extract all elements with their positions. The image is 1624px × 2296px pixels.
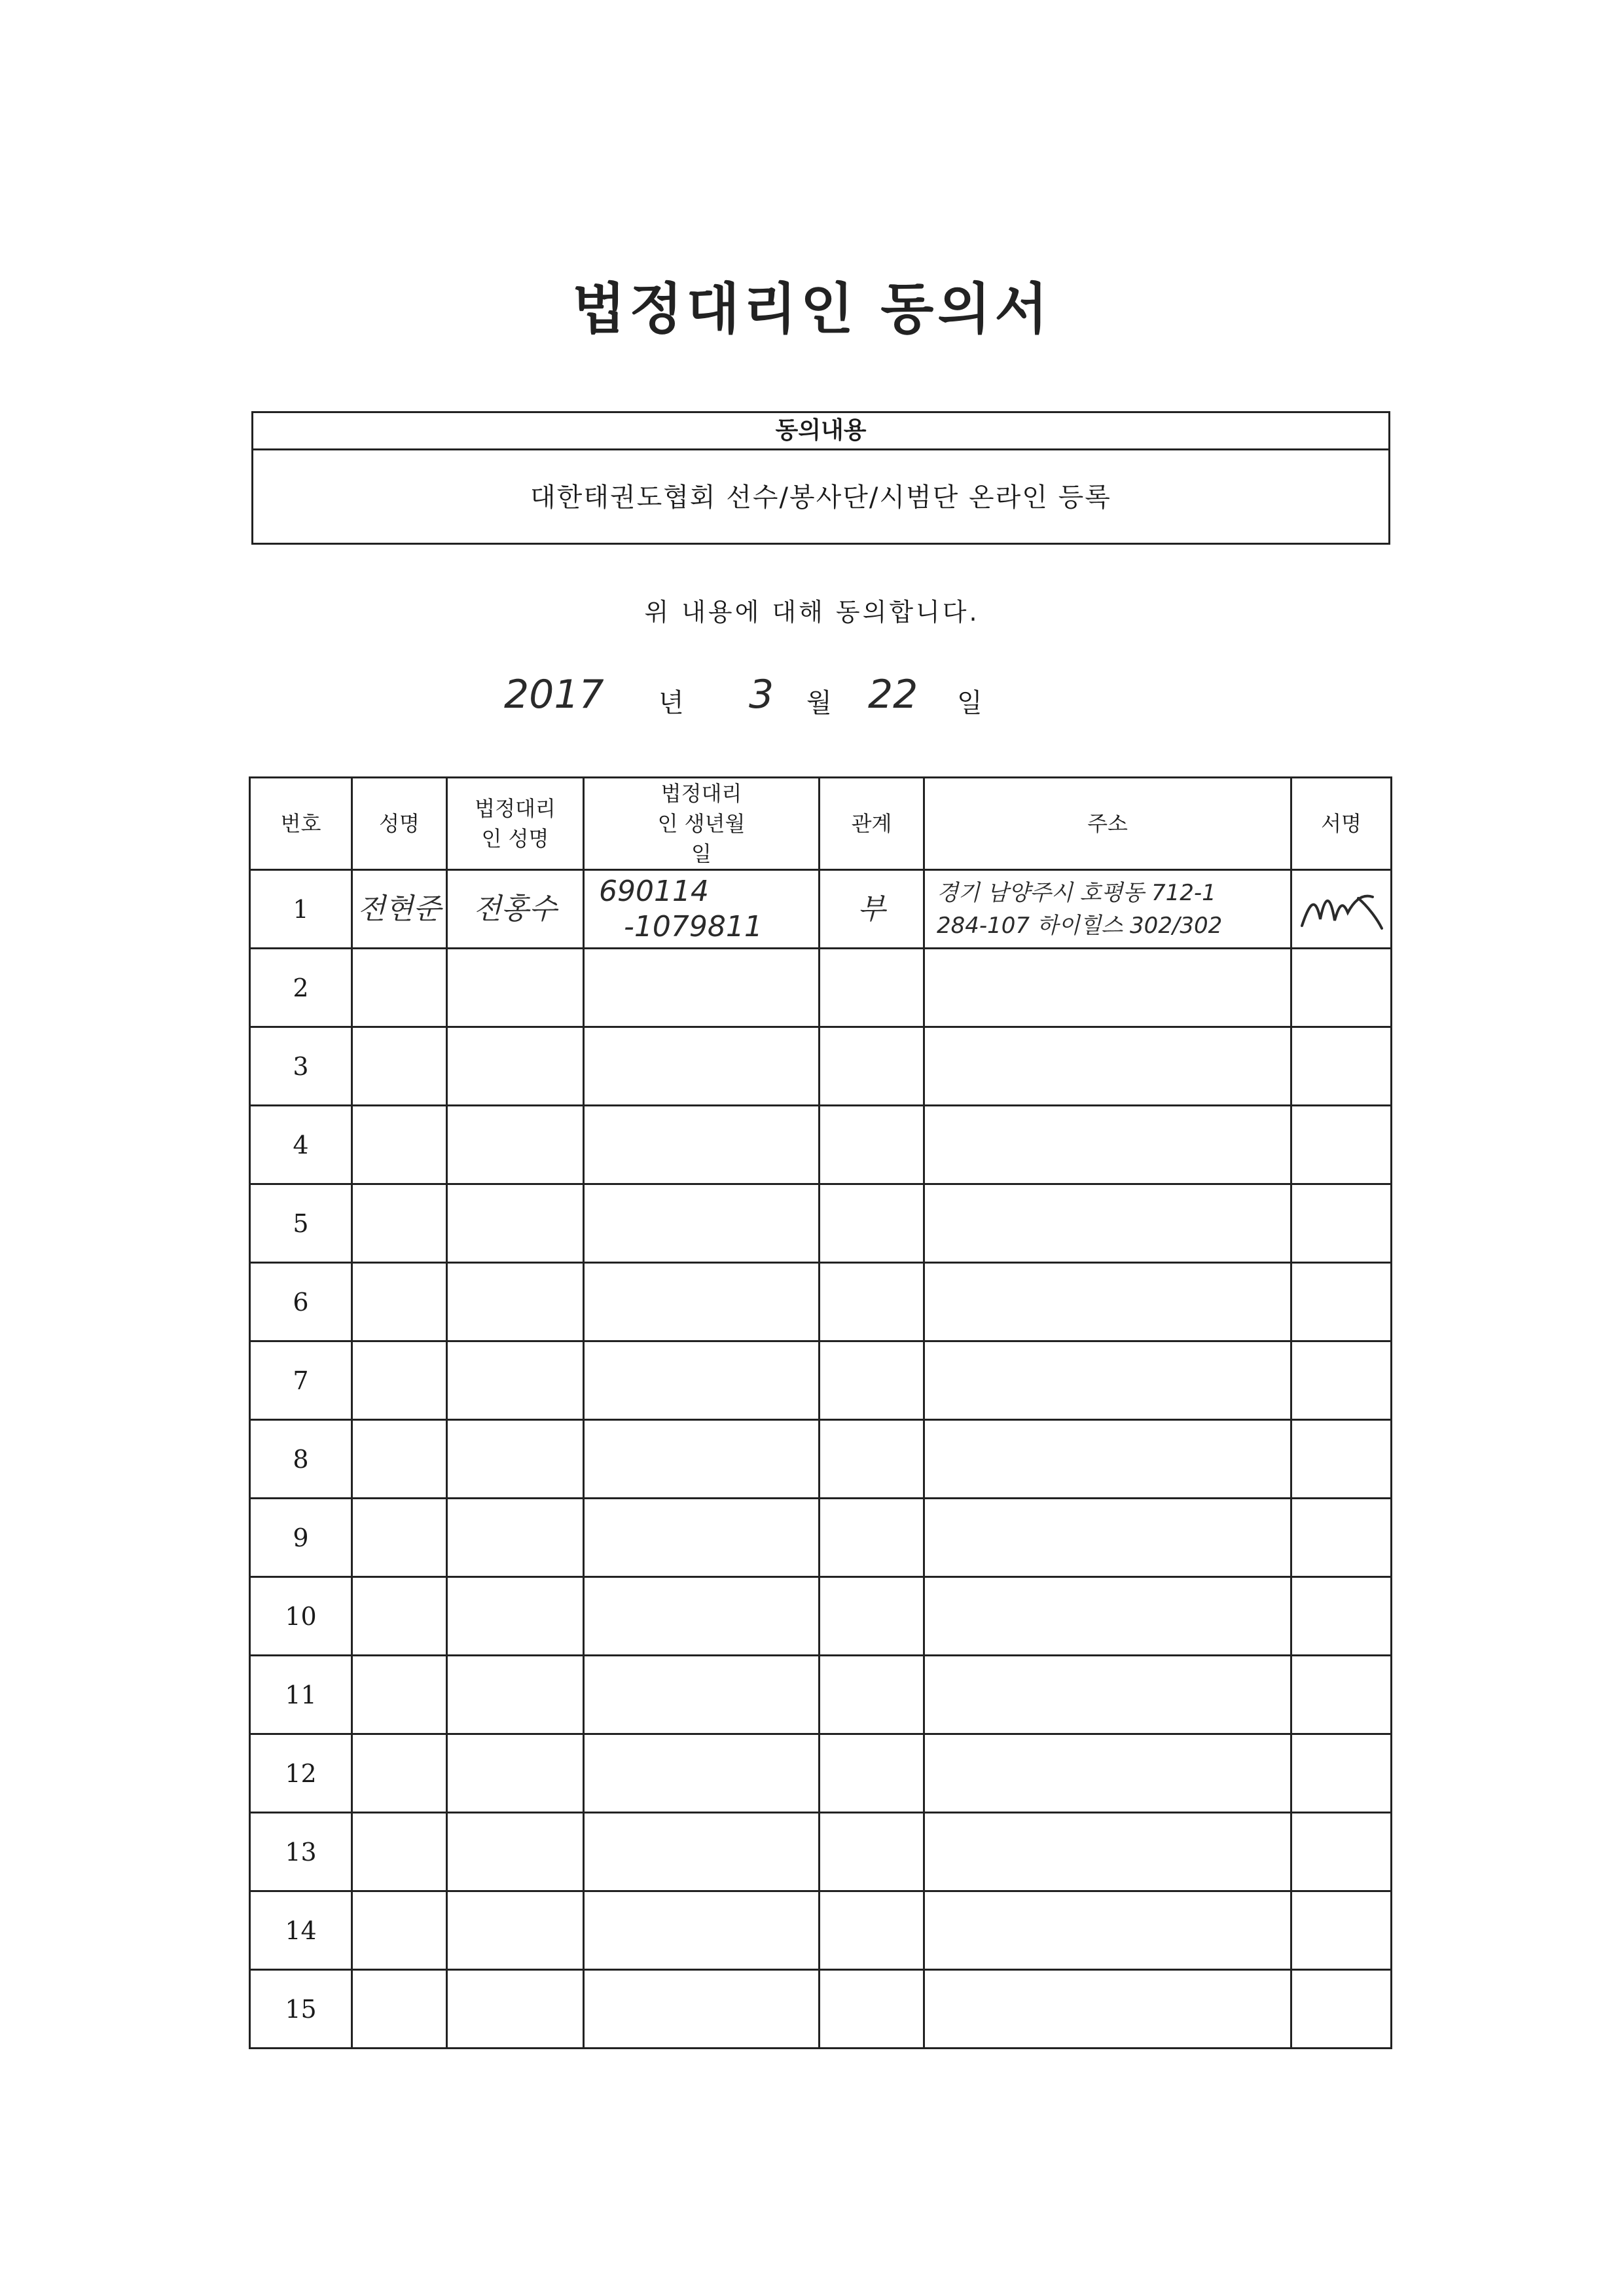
empty-cell (352, 1263, 447, 1341)
row-number: 8 (250, 1420, 352, 1499)
row-relation (820, 870, 924, 949)
row-relation-text: 부 (857, 892, 886, 926)
empty-cell (820, 949, 924, 1027)
row-address-line1: 경기 남양주시 호평동 712-1 (937, 879, 1216, 906)
empty-cell (820, 1577, 924, 1656)
row-guardian-name (447, 870, 584, 949)
empty-cell (820, 1263, 924, 1341)
row-number: 6 (250, 1263, 352, 1341)
row-number: 9 (250, 1499, 352, 1577)
empty-cell (584, 1106, 820, 1184)
header-guardian-birth-text: 법정대리인 생년월일 (657, 781, 746, 866)
row-name-text: 전현준 (357, 892, 441, 926)
empty-cell (447, 1970, 584, 2049)
empty-cell (352, 1106, 447, 1184)
row-name (352, 870, 447, 949)
empty-cell (924, 949, 1291, 1027)
row-number: 1 (250, 870, 352, 949)
empty-cell (584, 1577, 820, 1656)
empty-cell (820, 1656, 924, 1734)
empty-cell (352, 949, 447, 1027)
empty-cell (924, 1656, 1291, 1734)
empty-cell (820, 1499, 924, 1577)
registration-table (249, 776, 1392, 2049)
empty-cell (1291, 1734, 1392, 1813)
empty-cell (447, 1027, 584, 1106)
table-row (250, 1734, 1392, 1813)
table-row (250, 949, 1392, 1027)
empty-cell (924, 1341, 1291, 1420)
empty-cell (1291, 1420, 1392, 1499)
document-title: 법정대리인 동의서 (572, 277, 1052, 341)
empty-cell (352, 1970, 447, 2049)
date-month: 3 (749, 672, 774, 718)
handwritten-signature (1295, 880, 1387, 939)
row-signature (1291, 870, 1392, 949)
table-row (250, 1341, 1392, 1420)
date-year-unit: 년 (659, 688, 684, 718)
header-guardian-name (447, 778, 584, 870)
table-row (250, 1577, 1392, 1656)
date-year: 2017 (504, 672, 604, 718)
empty-cell (924, 1970, 1291, 2049)
empty-cell (352, 1813, 447, 1891)
empty-cell (1291, 1341, 1392, 1420)
empty-cell (1291, 1106, 1392, 1184)
empty-cell (352, 1341, 447, 1420)
row-guardian-name-text: 전홍수 (473, 892, 557, 926)
empty-cell (352, 1420, 447, 1499)
row-number: 12 (250, 1734, 352, 1813)
empty-cell (352, 1891, 447, 1970)
date-row (0, 668, 1624, 727)
table-row (250, 1263, 1392, 1341)
empty-cell (447, 1420, 584, 1499)
empty-cell (1291, 1184, 1392, 1263)
row-number: 11 (250, 1656, 352, 1734)
date-month-unit: 월 (806, 688, 832, 718)
header-guardian-name-text: 법정대리인 성명 (475, 796, 556, 851)
empty-cell (447, 1263, 584, 1341)
empty-cell (584, 1027, 820, 1106)
empty-cell (1291, 1263, 1392, 1341)
row-address-line2: 284-107 하이힐스 302/302 (937, 912, 1223, 939)
row-address (924, 870, 1291, 949)
table-row (250, 1420, 1392, 1499)
consent-body: 대한태권도협회 선수/봉사단/시범단 온라인 등록 (530, 483, 1111, 513)
empty-cell (584, 1734, 820, 1813)
empty-cell (447, 1891, 584, 1970)
date-day-unit: 일 (957, 688, 983, 718)
empty-cell (924, 1499, 1291, 1577)
empty-cell (924, 1891, 1291, 1970)
empty-cell (924, 1420, 1291, 1499)
consent-box (251, 411, 1390, 545)
row-number: 3 (250, 1027, 352, 1106)
row-number: 7 (250, 1341, 352, 1420)
table-row (250, 1891, 1392, 1970)
empty-cell (924, 1577, 1291, 1656)
row-number: 10 (250, 1577, 352, 1656)
table-row (250, 1813, 1392, 1891)
agreement-statement: 위 내용에 대해 동의합니다. (644, 598, 980, 627)
empty-cell (924, 1106, 1291, 1184)
table-row (250, 1106, 1392, 1184)
empty-cell (1291, 1813, 1392, 1891)
empty-cell (820, 1420, 924, 1499)
row-number: 14 (250, 1891, 352, 1970)
row-birth-line2: -1079811 (624, 909, 763, 943)
empty-cell (1291, 1499, 1392, 1577)
row-birth-line1: 690114 (599, 874, 709, 908)
empty-cell (584, 1341, 820, 1420)
table-row (250, 1970, 1392, 2049)
empty-cell (1291, 1577, 1392, 1656)
empty-cell (924, 1027, 1291, 1106)
table-header-row (250, 778, 1392, 870)
empty-cell (447, 1656, 584, 1734)
empty-cell (447, 1341, 584, 1420)
empty-cell (584, 1263, 820, 1341)
empty-cell (584, 1499, 820, 1577)
empty-cell (447, 1184, 584, 1263)
empty-cell (447, 1499, 584, 1577)
empty-cell (352, 1027, 447, 1106)
empty-cell (820, 1106, 924, 1184)
header-signature: 서명 (1291, 778, 1392, 870)
table-row (250, 1656, 1392, 1734)
empty-cell (447, 1734, 584, 1813)
empty-cell (924, 1184, 1291, 1263)
table-row (250, 870, 1392, 949)
empty-cell (820, 1341, 924, 1420)
empty-cell (1291, 1027, 1392, 1106)
empty-cell (1291, 949, 1392, 1027)
empty-cell (820, 1891, 924, 1970)
empty-cell (584, 949, 820, 1027)
empty-cell (584, 1184, 820, 1263)
header-no: 번호 (250, 778, 352, 870)
consent-header: 동의내용 (253, 413, 1388, 450)
header-address: 주소 (924, 778, 1291, 870)
header-guardian-birth (584, 778, 820, 870)
row-number: 13 (250, 1813, 352, 1891)
empty-cell (447, 949, 584, 1027)
empty-cell (820, 1813, 924, 1891)
empty-cell (584, 1656, 820, 1734)
empty-cell (584, 1420, 820, 1499)
table-row (250, 1027, 1392, 1106)
empty-cell (352, 1499, 447, 1577)
table-row (250, 1499, 1392, 1577)
empty-cell (1291, 1891, 1392, 1970)
row-number: 4 (250, 1106, 352, 1184)
empty-cell (820, 1027, 924, 1106)
empty-cell (352, 1734, 447, 1813)
empty-cell (924, 1813, 1291, 1891)
empty-cell (447, 1106, 584, 1184)
empty-cell (447, 1813, 584, 1891)
empty-cell (820, 1184, 924, 1263)
empty-cell (924, 1734, 1291, 1813)
header-name: 성명 (352, 778, 447, 870)
empty-cell (352, 1184, 447, 1263)
row-number: 5 (250, 1184, 352, 1263)
empty-cell (1291, 1656, 1392, 1734)
empty-cell (820, 1734, 924, 1813)
date-day: 22 (868, 672, 918, 718)
empty-cell (352, 1656, 447, 1734)
empty-cell (584, 1970, 820, 2049)
empty-cell (352, 1577, 447, 1656)
row-guardian-birth (584, 870, 820, 949)
empty-cell (584, 1891, 820, 1970)
empty-cell (447, 1577, 584, 1656)
row-number: 15 (250, 1970, 352, 2049)
table-row (250, 1184, 1392, 1263)
header-relation: 관계 (820, 778, 924, 870)
empty-cell (584, 1813, 820, 1891)
empty-cell (1291, 1970, 1392, 2049)
empty-cell (820, 1970, 924, 2049)
row-number: 2 (250, 949, 352, 1027)
empty-cell (924, 1263, 1291, 1341)
